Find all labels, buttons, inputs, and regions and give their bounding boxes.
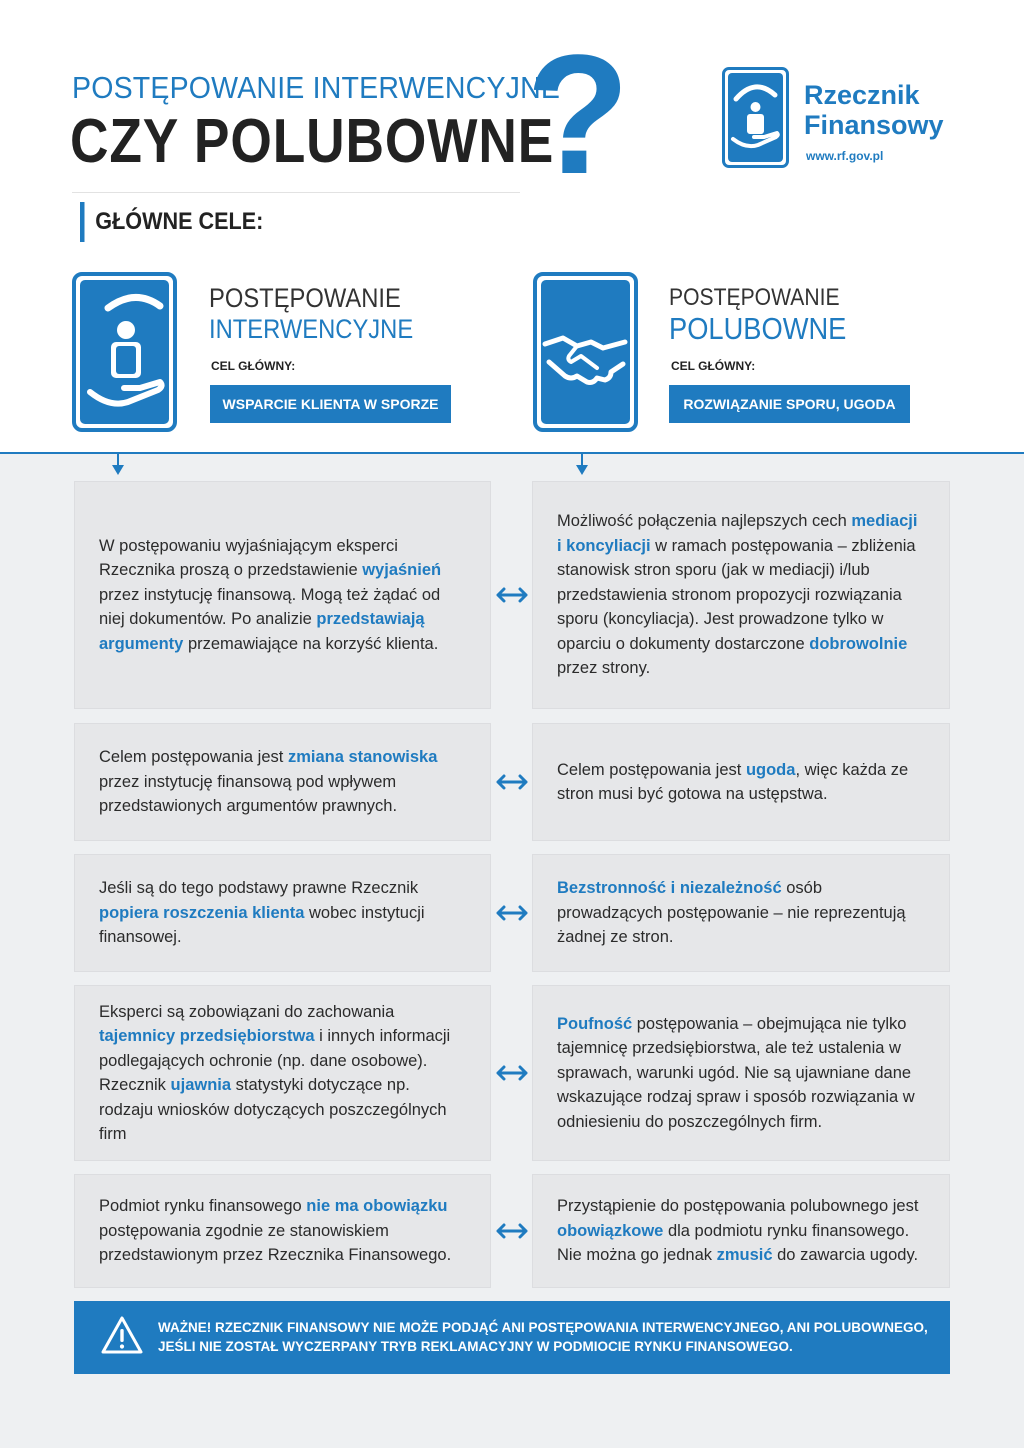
- comparison-card-right: [532, 1174, 950, 1288]
- text-segment: , więc każda ze stron musi być gotowa na ustępstwa.: [557, 760, 909, 803]
- comparison-text: [99, 1000, 466, 1147]
- text-segment: statystyki dotyczące np. rodzaju wniosków dotyczących poszczególnych firm: [99, 1076, 447, 1143]
- comparison-text: [557, 509, 925, 681]
- comparison-card-left: [74, 854, 491, 972]
- section-heading: GŁÓWNE CELE:: [80, 202, 263, 242]
- comparison-text: [557, 1194, 925, 1268]
- highlight-text: popiera roszczenia klienta: [99, 903, 305, 922]
- mode-1-goal-badge: WSPARCIE KLIENTA W SPORZE: [210, 385, 451, 423]
- highlight-text: przedstawiają argumenty: [99, 610, 425, 653]
- comparison-card-left: [74, 481, 491, 709]
- highlight-text: tajemnicy przedsiębiorstwa: [99, 1027, 315, 1045]
- handshake-icon: [533, 272, 638, 432]
- connector-line: [117, 452, 119, 466]
- double-arrow-icon: [494, 1221, 530, 1241]
- connector-line: [581, 452, 583, 466]
- highlight-text: mediacji i koncyliacji: [557, 512, 918, 555]
- mode-2-title-line-1: POSTĘPOWANIE: [669, 284, 840, 311]
- comparison-card-right: [532, 481, 950, 709]
- logo-url-link[interactable]: www.rf.gov.pl: [806, 149, 884, 163]
- text-segment: postępowania zgodnie ze stanowiskiem przedstawionym przez Rzecznika Finansowego.: [99, 1221, 452, 1265]
- text-segment: postępowania – obejmująca nie tylko tajemnicę przedsiębiorstwa, ale też ustalenia w sprawach, warunki ugód. Nie są ujawniane dane wskazujące rodzaj spraw i sposób rozwiązania w odniesieniu do poszczególnych firm.: [557, 1014, 915, 1131]
- text-segment: Eksperci są zobowiązani do zachowania: [99, 1002, 395, 1021]
- double-arrow-icon: [494, 772, 530, 792]
- highlight-text: Poufność: [557, 1014, 633, 1033]
- double-arrow-icon: [494, 1063, 530, 1083]
- highlight-text: nie ma obowiązku: [306, 1197, 448, 1216]
- comparison-text: [99, 534, 466, 657]
- text-segment: W postępowaniu wyjaśniającym eksperci Rzecznika proszą o przedstawienie: [99, 536, 398, 580]
- highlight-text: zmiana stanowiska: [287, 748, 438, 767]
- comparison-text: [557, 876, 925, 950]
- text-segment: w ramach postępowania – zbliżenia stanowisk stron sporu (jak w mediacji) i/lub przedstawienia stronom propozycji rozwiązania sporu (koncyliacja). Jest prowadzone tylko w oparciu o dokumenty dostarczone: [557, 536, 916, 653]
- text-segment: przemawiające na korzyść klienta.: [183, 634, 439, 653]
- highlight-text: dobrowolnie: [809, 634, 908, 653]
- title-line-2: CZY POLUBOWNE: [70, 107, 555, 176]
- mode-2-goal-badge: ROZWIĄZANIE SPORU, UGODA: [669, 385, 910, 423]
- text-segment: Jeśli są do tego podstawy prawne Rzecznik: [99, 879, 419, 898]
- text-segment: Przystąpienie do postępowania polubownego jest: [557, 1197, 919, 1216]
- header: [0, 0, 1024, 455]
- comparison-card-left: [74, 985, 491, 1161]
- text-segment: do zawarcia ugody.: [772, 1246, 919, 1265]
- logo-name[interactable]: Rzecznik Finansowy: [804, 80, 944, 140]
- comparison-text: [99, 745, 466, 819]
- comparison-card-right: [532, 723, 950, 841]
- double-arrow-icon: [494, 903, 530, 923]
- text-segment: przez strony.: [557, 659, 651, 678]
- mode-1-title-line-2: INTERWENCYJNE: [209, 314, 414, 344]
- warning-triangle-icon: [100, 1315, 144, 1355]
- text-segment: przez instytucję finansową. Mogą też żądać od niej dokumentów. Po analizie: [99, 585, 441, 629]
- text-segment: wobec instytucji finansowej.: [99, 903, 425, 947]
- text-segment: osób prowadzących postępowanie – nie reprezentują żadnej ze stron.: [557, 879, 906, 947]
- warning-text: WAŻNE! RZECZNIK FINANSOWY NIE MOŻE PODJĄĆ ANI POSTĘPOWANIA INTERWENCYJNEGO, ANI POLUBOWNEGO, JEŚLI NIE ZOSTAŁ WYCZERPANY TRYB REKLAMACYJNY W PODMIOCIE RYNKU FINANSOWEGO.: [158, 1320, 928, 1354]
- mode-1-title-line-1: POSTĘPOWANIE: [209, 283, 401, 313]
- title-line-1: POSTĘPOWANIE INTERWENCYJNE: [72, 70, 561, 105]
- comparison-card-left: [74, 723, 491, 841]
- text-segment: i innych informacji podlegających ochronie (np. dane osobowe). Rzecznik: [99, 1027, 451, 1094]
- text-segment: przez instytucję finansową pod wpływem przedstawionych argumentów prawnych.: [99, 772, 398, 816]
- comparison-card-right: [532, 854, 950, 972]
- question-mark-icon: ?: [526, 20, 630, 210]
- highlight-text: wyjaśnień: [362, 561, 442, 580]
- mode-2-goal-label: CEL GŁÓWNY:: [671, 359, 756, 373]
- highlight-text: ugoda: [745, 760, 796, 779]
- text-segment: Podmiot rynku finansowego: [99, 1197, 307, 1216]
- comparison-text: [99, 876, 466, 950]
- comparison-card-right: [532, 985, 950, 1161]
- text-segment: dla podmiotu rynku finansowego. Nie można go jednak: [557, 1221, 910, 1265]
- comparison-text: [557, 758, 925, 807]
- text-segment: Celem postępowania jest: [99, 748, 288, 767]
- double-arrow-icon: [494, 585, 530, 605]
- highlight-text: obowiązkowe: [557, 1221, 664, 1240]
- comparison-text: [99, 1194, 466, 1268]
- text-segment: Celem postępowania jest: [557, 760, 746, 779]
- warning-banner: [74, 1301, 950, 1374]
- highlight-text: zmusić: [716, 1246, 773, 1265]
- divider: [72, 192, 520, 193]
- mode-1-goal-label: CEL GŁÓWNY:: [211, 359, 296, 373]
- comparison-text: [557, 1012, 925, 1135]
- highlight-text: Bezstronność i niezależność: [557, 879, 782, 898]
- person-in-hands-icon: [72, 272, 177, 432]
- comparison-card-left: [74, 1174, 491, 1288]
- mode-2-title-line-2: POLUBOWNE: [669, 311, 847, 346]
- down-arrow-icon: [112, 465, 124, 475]
- text-segment: Możliwość połączenia najlepszych cech: [557, 512, 852, 531]
- highlight-text: ujawnia: [170, 1076, 232, 1094]
- down-arrow-icon: [576, 465, 588, 475]
- logo-person-in-hands-icon[interactable]: [722, 67, 789, 168]
